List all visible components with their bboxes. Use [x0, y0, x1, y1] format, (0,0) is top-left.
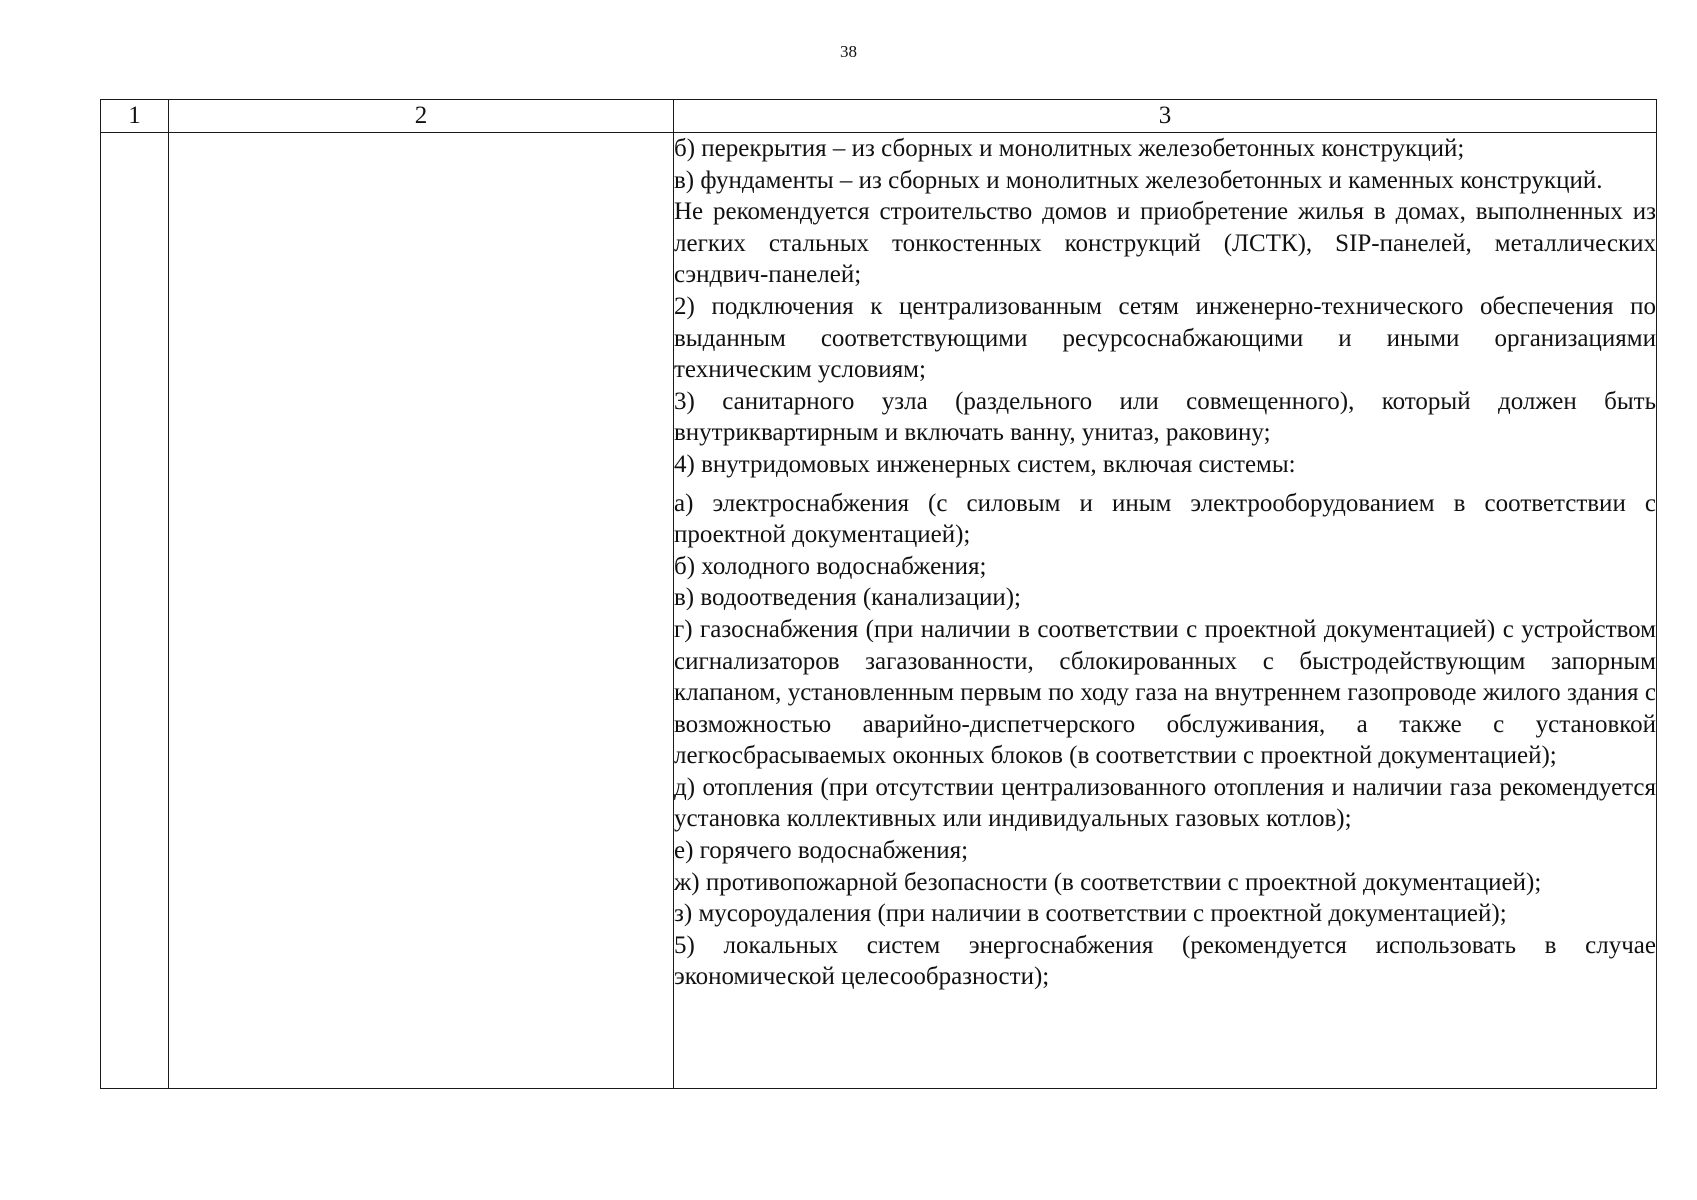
paragraph-foundations: в) фундаменты – из сборных и монолитных железобетонных и каменных конструкций. — [674, 166, 1603, 194]
cell-col-1 — [101, 133, 169, 1089]
page-number: 38 — [840, 42, 857, 61]
content-table — [100, 99, 1657, 1089]
header-col-1: 1 — [101, 100, 169, 133]
paragraph-item-4b: б) холодного водоснабжения; — [674, 552, 987, 580]
paragraph-item-4g: г) газоснабжения (при наличии в соответствии с проектной документацией) с устройством сигнализаторов загазованности, сблокированных с быстродействующим запорным клапаном, установленным первым по ходу газа на внутреннем газопроводе жилого здания с возможностью аварийно-диспетчерского обслуживания, а также с установкой легкосбрасываемых оконных блоков (в соответствии с проектной документацией); — [674, 615, 1656, 770]
paragraph-item-4zh: ж) противопожарной безопасности (в соответствии с проектной документацией); — [674, 868, 1542, 896]
header-col-3: 3 — [674, 100, 1657, 133]
paragraph-item-3: 3) санитарного узла (раздельного или совмещенного), который должен быть внутриквартирным и включать ванну, унитаз, раковину; — [674, 387, 1656, 447]
table-row — [101, 133, 1657, 1089]
paragraph-item-5: 5) локальных систем энергоснабжения (рекомендуется использовать в случае экономической целесообразности); — [674, 931, 1656, 991]
paragraph-item-4v: в) водоотведения (канализации); — [674, 584, 1021, 612]
paragraph-floors: б) перекрытия – из сборных и монолитных железобетонных конструкций; — [674, 135, 1465, 162]
paragraph-item-4a: а) электроснабжения (с силовым и иным электрооборудованием в соответствии с проектной документацией); — [674, 489, 1656, 549]
paragraph-item-4: 4) внутридомовых инженерных систем, включая системы: — [674, 450, 1296, 478]
paragraph-item-2: 2) подключения к централизованным сетям инженерно-технического обеспечения по выданным соответствующими ресурсоснабжающими и иными организациями техническим условиям; — [674, 292, 1656, 384]
paragraph-not-recommended: Не рекомендуется строительство домов и приобретение жилья в домах, выполненных из легких стальных тонкостенных конструкций (ЛСТК), SIP-панелей, металлических сэндвич-панелей; — [674, 198, 1656, 289]
cell-col-3 — [674, 133, 1657, 1089]
cell-col-2 — [169, 133, 674, 1089]
paragraph-item-4e: е) горячего водоснабжения; — [674, 837, 969, 865]
table-header-row — [101, 100, 1657, 133]
paragraph-item-4z: з) мусороудаления (при наличии в соответствии с проектной документацией); — [674, 900, 1507, 928]
paragraph-item-4d: д) отопления (при отсутствии централизованного отопления и наличии газа рекомендуется установка коллективных или индивидуальных газовых котлов); — [674, 773, 1656, 833]
header-col-2: 2 — [169, 100, 674, 133]
